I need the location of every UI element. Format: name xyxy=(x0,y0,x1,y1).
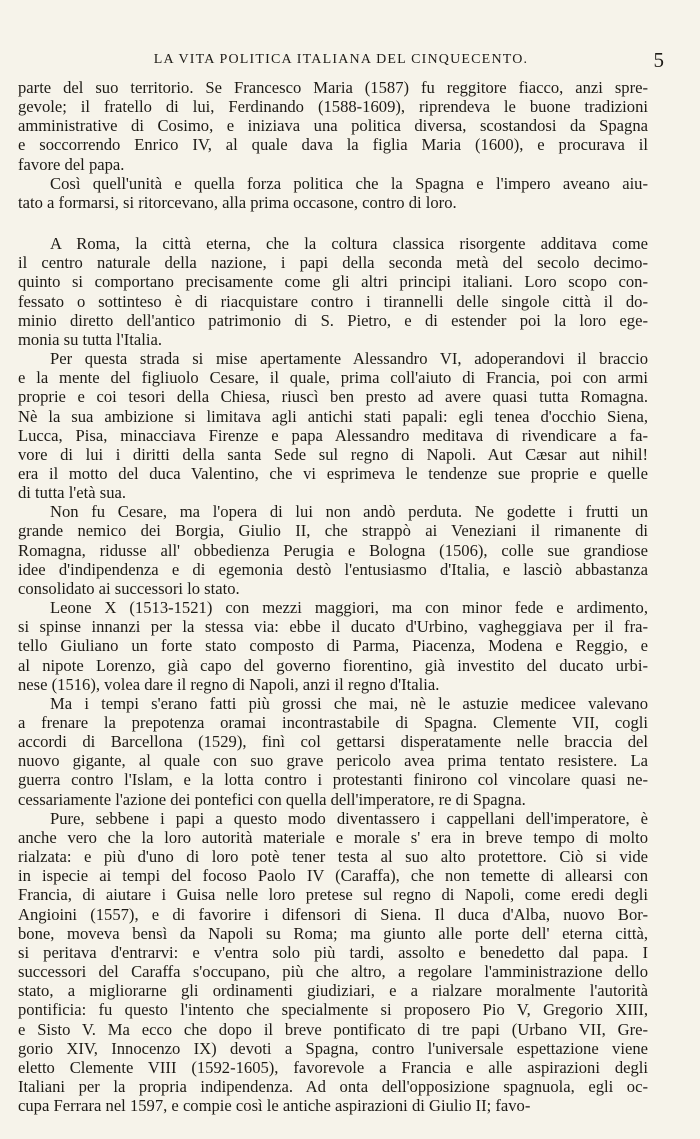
text-line: amministrative di Cosimo, e iniziava una politica diversa, scostandosi da Spagna xyxy=(18,116,648,136)
text-line: Lucca, Pisa, minacciava Firenze e papa Alessandro meditava di rivendicare a fa- xyxy=(18,425,648,445)
paragraph xyxy=(18,598,648,694)
text-line: anche vero che la loro autorità materiale e morale s' era in breve tempo di molto xyxy=(18,827,648,847)
text-line: a frenare la prepotenza oramai incontrastabile di Spagna. Clemente VII, cogli xyxy=(18,713,648,732)
text-line: pontificia: fu questo l'intento che specialmente si proposero Pio V, Gregorio XIII, xyxy=(18,1000,648,1020)
text-line: accordi di Barcellona (1529), finì col gettarsi disperatamente nelle braccia del xyxy=(18,732,648,752)
text-line: tello Giuliano un forte stato composto di Parma, Piacenza, Modena e Reggio, e xyxy=(18,636,648,656)
text-line: Romagna, ridusse all' obbedienza Perugia e Bologna (1506), colle sue grandiose xyxy=(18,540,648,560)
text-line: e soccorrendo Enrico IV, al quale dava la figlia Maria (1600), e procurava il xyxy=(18,135,648,155)
text-line: cessariamente l'azione dei pontefici con quella dell'imperatore, re di Spagna. xyxy=(18,789,526,809)
text-line: gorio XIV, Innocenzo IX) devoti a Spagna, contro l'universale espettazione viene xyxy=(18,1038,648,1058)
paragraph xyxy=(18,349,648,502)
text-line: consolidato ai successori lo stato. xyxy=(18,578,240,598)
paragraph xyxy=(18,78,648,174)
page-body xyxy=(18,78,648,1115)
text-line: nuovo gigante, al quale con suo grave pericolo avea prima tentato resistere. La xyxy=(18,751,648,771)
text-line: cupa Ferrara nel 1597, e compie così le antiche aspirazioni di Giulio II; favo- xyxy=(18,1096,531,1116)
text-line: proprie e coi tesori della Chiesa, riuscì ben presto ad avere quasi tutta Romagna. xyxy=(18,387,648,407)
text-line: eletto Clemente VIII (1592-1605), favorevole a Francia e alle aspirazioni degli xyxy=(18,1057,648,1077)
text-line: Angioini (1557), e di favorire i difensori di Siena. Il duca d'Alba, nuovo Bor- xyxy=(18,904,648,924)
text-line: e la mente del figliuolo Cesare, il quale, prima coll'aiuto di Francia, poi con armi xyxy=(18,368,648,388)
text-line: Italiani per la propria indipendenza. Ad onta dell'opposizione spagnuola, egli oc- xyxy=(18,1076,648,1096)
text-line: di tutta l'età sua. xyxy=(18,483,127,503)
text-line: quinto si comportano precisamente come gli altri principi italiani. Loro scopo con- xyxy=(18,272,648,292)
text-line: rialzata: e più d'uno di loro potè tener testa al suo alto protettore. Ciò si vide xyxy=(18,847,648,867)
page-number: 5 xyxy=(653,48,664,72)
text-line: Così quell'unità e quella forza politica che la Spagna e l'impero aveano aiu- xyxy=(50,173,648,193)
text-line: A Roma, la città eterna, che la coltura classica risorgente additava come xyxy=(50,234,648,254)
section-gap xyxy=(18,212,648,234)
text-line: si spinse innanzi per la stessa via: ebbe il ducato d'Urbino, vagheggiava per il fra- xyxy=(18,617,648,637)
text-line: gevole; il fratello di lui, Ferdinando (1588-1609), riprendeva le buone tradizioni xyxy=(18,97,648,117)
paragraph xyxy=(18,174,648,212)
text-line: era il motto del duca Valentino, che vi esprimeva le tendenze sue proprie e quelle xyxy=(18,463,648,483)
text-line: e Sisto V. Ma ecco che dopo il breve pontificato di tre papi (Urbano VII, Gre- xyxy=(18,1019,648,1039)
text-line: Ma i tempi s'erano fatti più grossi che mai, nè le astuzie medicee valevano xyxy=(50,693,648,713)
text-line: vore di lui i diritti della santa Sede sul regno di Napoli. Aut Cæsar aut nihil! xyxy=(18,444,648,464)
text-line: favore del papa. xyxy=(18,154,125,174)
paragraph xyxy=(18,502,648,598)
text-line: guerra contro l'Islam, e la lotta contro i protestanti finirono col vincolare quasi ne- xyxy=(18,770,648,790)
text-line: Non fu Cesare, ma l'opera di lui non andò perduta. Ne godette i frutti un xyxy=(50,502,648,522)
text-line: idee d'indipendenza e di egemonia destò l'entusiasmo d'Italia, e lasciò abbastanza xyxy=(18,559,648,579)
text-line: bone, moveva bensì da Napoli su Roma; ma giunto alle porte dell' eterna città, xyxy=(18,923,648,943)
paragraph xyxy=(18,694,648,809)
text-line: in ispecie ai tempi del focoso Paolo IV (Caraffa), che non temette di allearsi con xyxy=(18,866,648,886)
paragraph xyxy=(18,809,648,1116)
text-line: parte del suo territorio. Se Francesco Maria (1587) fu reggitore fiacco, anzi spre- xyxy=(18,78,648,97)
text-line: Pure, sebbene i papi a questo modo diventassero i cappellani dell'imperatore, è xyxy=(50,808,648,828)
text-line: grande nemico dei Borgia, Giulio II, che strappò ai Veneziani il rimanente di xyxy=(18,521,648,541)
text-line: tato a formarsi, si ritorcevano, alla prima occasone, contro di loro. xyxy=(18,192,457,212)
text-line: il centro naturale della nazione, i papi della seconda metà del secolo decimo- xyxy=(18,253,648,273)
text-line: al nipote Lorenzo, già capo del governo fiorentino, già investito del ducato urbi- xyxy=(18,655,648,675)
text-line: Francia, di aiutare i Guisa nelle loro pretese sul regno di Napoli, come eredi degli xyxy=(18,885,648,905)
page-header xyxy=(18,48,664,74)
text-line: si peritava d'entrarvi: e v'entra solo più tardi, assolto e benedetto dal papa. I xyxy=(18,942,648,962)
text-line: minio diretto dell'antico patrimonio di S. Pietro, e di estender poi la loro ege- xyxy=(18,310,648,330)
paragraph xyxy=(18,234,648,349)
text-line: Per questa strada si mise apertamente Alessandro VI, adoperandovi il braccio xyxy=(50,349,648,369)
running-title: LA VITA POLITICA ITALIANA DEL CINQUECENTO. xyxy=(153,52,529,67)
text-line: successori del Caraffa s'occupano, più che altro, a regolare l'amministrazione dello xyxy=(18,962,648,982)
text-line: Nè la sua ambizione si limitava agli antichi stati papali: egli tenea d'occhio Siena, xyxy=(18,406,648,426)
text-line: fessato o sottinteso è di riacquistare contro i tirannelli delle singole città il do- xyxy=(18,291,648,311)
text-line: nese (1516), volea dare il regno di Napoli, anzi il regno d'Italia. xyxy=(18,674,440,694)
text-line: Leone X (1513-1521) con mezzi maggiori, ma con minor fede e ardimento, xyxy=(50,598,648,618)
text-line: stato, a migliorarne gli ordinamenti giudiziari, e a rialzare moralmente l'autorità xyxy=(18,981,648,1001)
text-line: monia su tutta l'Italia. xyxy=(18,329,163,349)
